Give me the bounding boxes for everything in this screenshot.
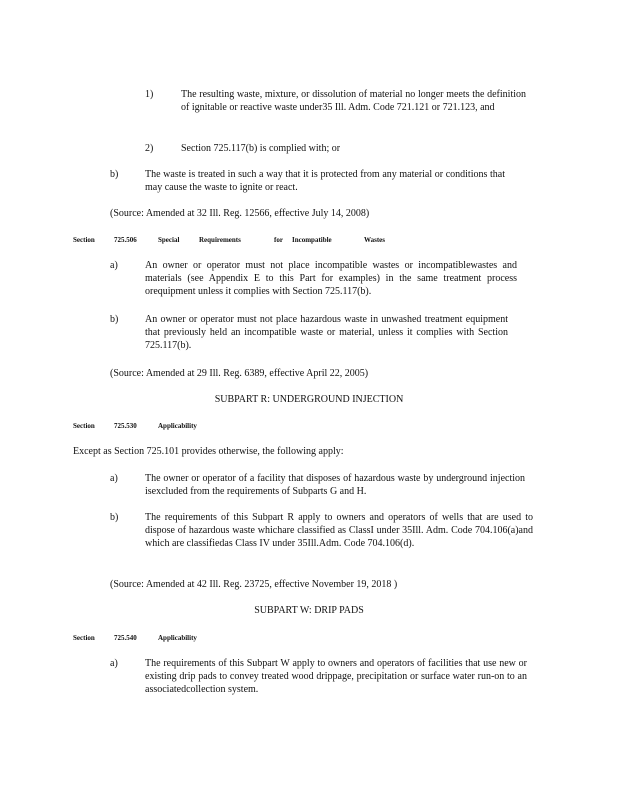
section-number: 725.530	[114, 422, 137, 430]
source-note-3: (Source: Amended at 42 Ill. Reg. 23725, effective November 19, 2018 )	[110, 579, 398, 590]
section-506-b-label: b)	[110, 314, 119, 325]
section-506-b-text: An owner or operator must not place hazardous waste in unwashed treatment equipment that previously held an incompatible waste or material, unless it complies with Section 725.117(b).	[145, 314, 508, 351]
item-b-text: The waste is treated in such a way that it is protected from any material or conditions that may cause the waste to ignite or react.	[145, 169, 505, 193]
section-506-a-text: An owner or operator must not place incompatible wastes or incompatiblewastes and materials (see Appendix E to this Part for examples) in the same treatment process orequipment unless it complies with Section 725.117(b).	[145, 260, 517, 297]
item-2-label: 2)	[145, 143, 154, 154]
section-title-word: Incompatible	[292, 236, 332, 244]
section-number: 725.506	[114, 236, 137, 244]
section-530-a-text: The owner or operator of a facility that disposes of hazardous waste by underground injection isexcluded from the requirements of Subparts G and H.	[145, 473, 525, 497]
section-540-a-label: a)	[110, 658, 118, 669]
section-title-word: Wastes	[364, 236, 385, 244]
subpart-w-heading: SUBPART W: DRIP PADS	[254, 605, 364, 616]
item-b-label: b)	[110, 169, 119, 180]
section-530-intro: Except as Section 725.101 provides otherwise, the following apply:	[73, 446, 344, 457]
subpart-r-heading: SUBPART R: UNDERGROUND INJECTION	[214, 394, 404, 405]
item-1-label: 1)	[145, 89, 154, 100]
section-title: Applicability	[158, 634, 197, 642]
section-label: Section	[73, 236, 95, 244]
section-label: Section	[73, 422, 95, 430]
section-title-word: for	[274, 236, 283, 244]
item-1-text: The resulting waste, mixture, or dissolution of material no longer meets the definition of ignitable or reactive waste under35 Ill. Adm. Code 721.121 or 721.123, and	[181, 89, 526, 113]
source-note-1: (Source: Amended at 32 Ill. Reg. 12566, effective July 14, 2008)	[110, 208, 370, 219]
section-label: Section	[73, 634, 95, 642]
item-2-text: Section 725.117(b) is complied with; or	[181, 143, 341, 154]
section-530-b-text: The requirements of this Subpart R apply to owners and operators of wells that are used to dispose of hazardous waste whichare classified as ClassI under 35Ill. Adm. Code 704.106(a)and which are classifiedas Class IV under 35Ill.Adm. Code 704.106(d).	[145, 512, 533, 549]
section-540-a-text: The requirements of this Subpart W apply to owners and operators of facilities that use new or existing drip pads to convey treated wood drippage, precipitation or surface water run-on to an associatedcollection system.	[145, 658, 527, 695]
section-number: 725.540	[114, 634, 137, 642]
section-title-word: Requirements	[199, 236, 241, 244]
section-title-word: Special	[158, 236, 180, 244]
section-530-a-label: a)	[110, 473, 118, 484]
section-530-b-label: b)	[110, 512, 119, 523]
section-506-a-label: a)	[110, 260, 118, 271]
source-note-2: (Source: Amended at 29 Ill. Reg. 6389, effective April 22, 2005)	[110, 368, 369, 379]
section-title: Applicability	[158, 422, 197, 430]
